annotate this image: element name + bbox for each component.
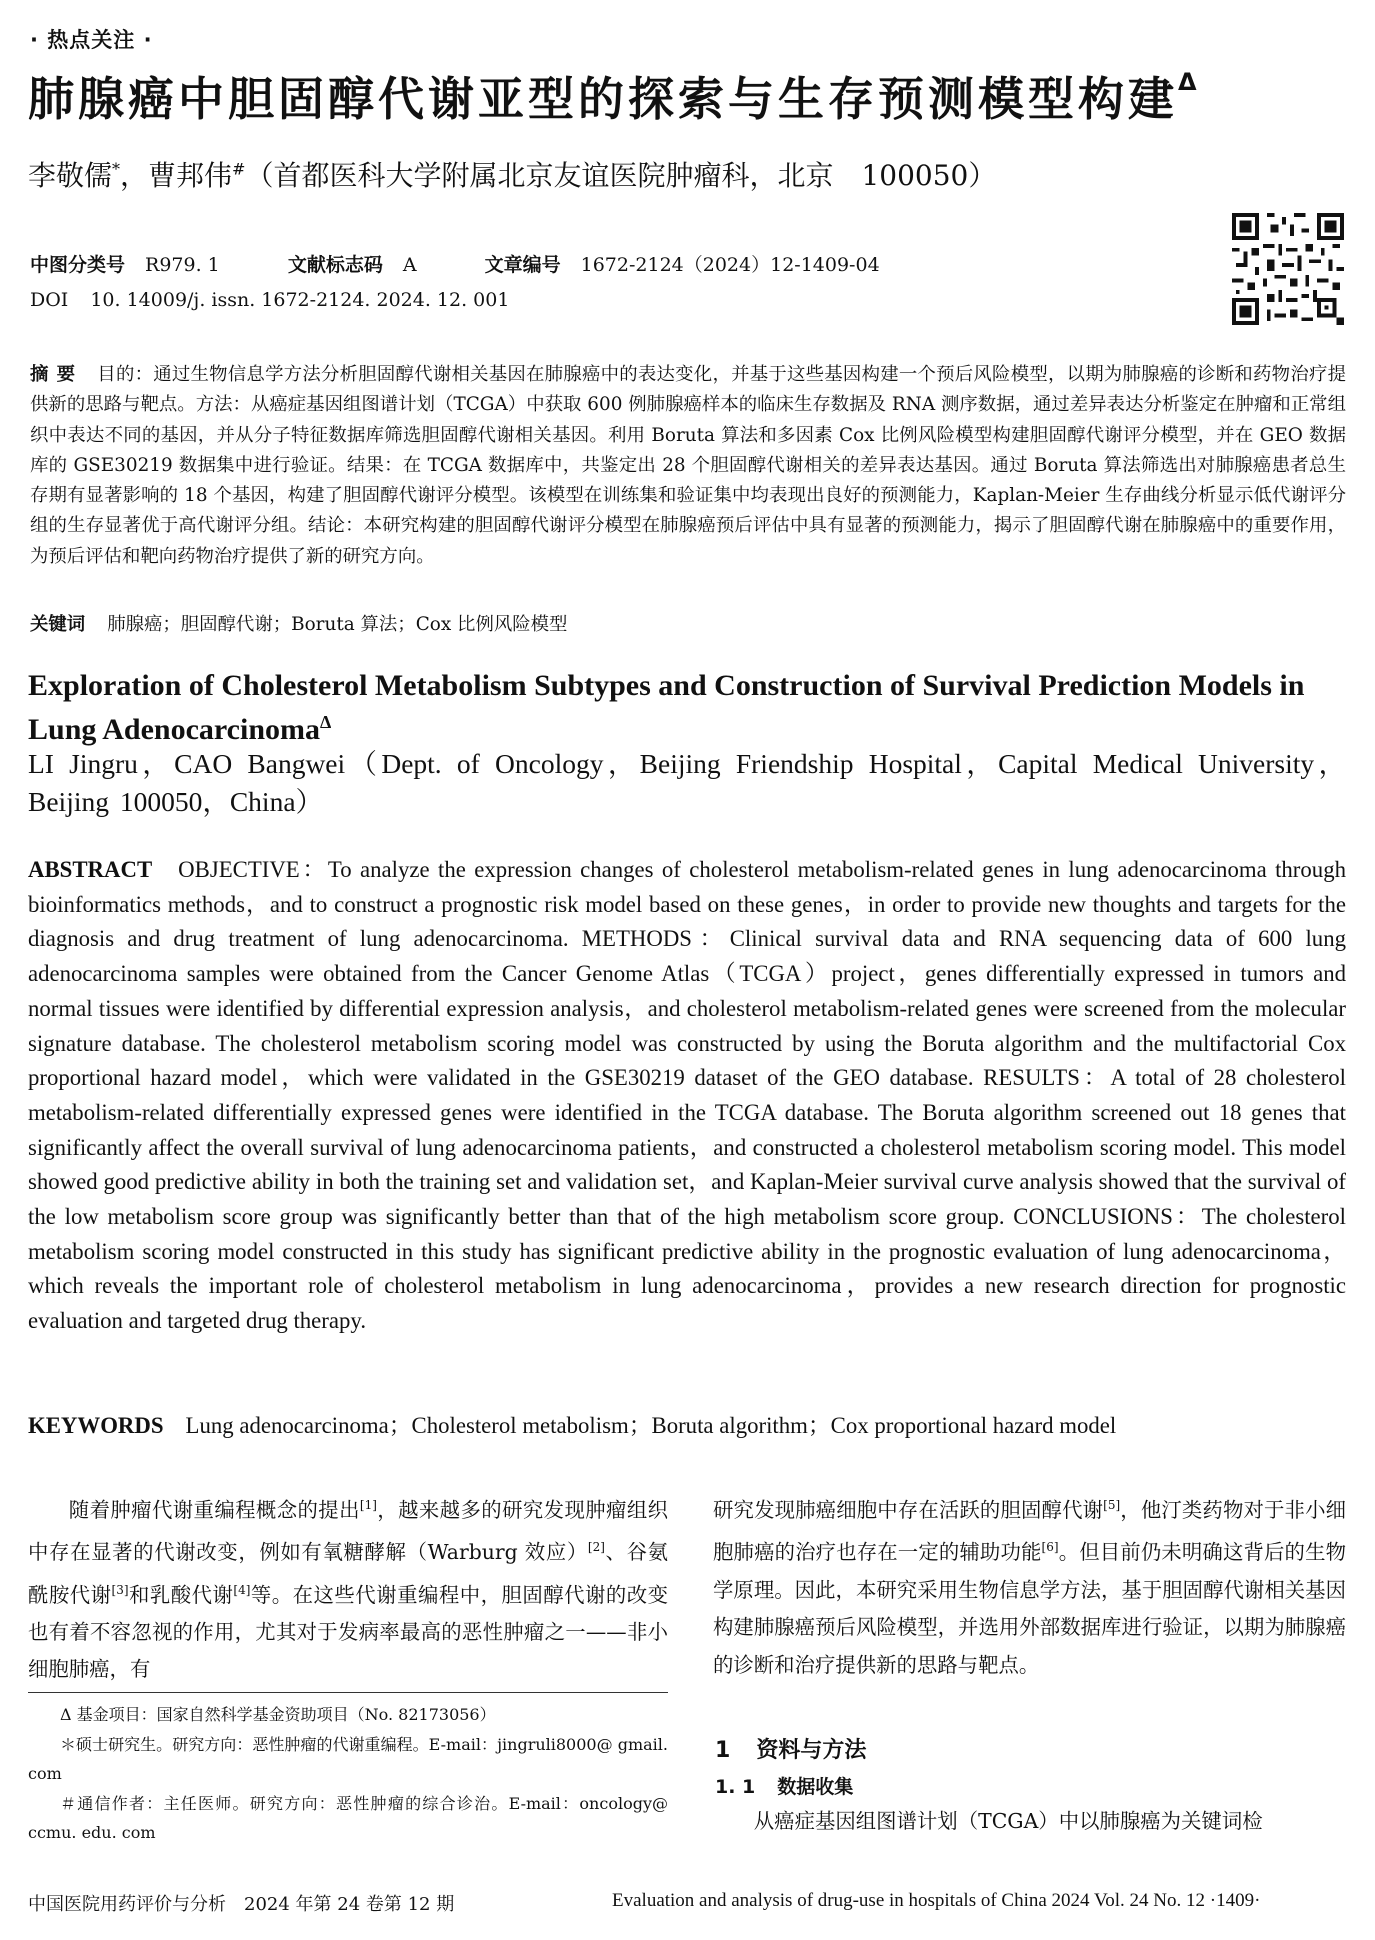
clc-value: R979. 1 (145, 254, 220, 276)
abstract-cn (30, 360, 1346, 572)
keywords-cn-label: 关键词 (30, 614, 86, 635)
author-separator: ， (120, 159, 149, 192)
keywords-en-label: KEYWORDS (28, 1413, 164, 1438)
article-title-en (28, 667, 1348, 748)
section-heading (715, 1733, 866, 1764)
subsection-title: 数据收集 (777, 1776, 854, 1798)
footnote-divider (28, 1692, 668, 1693)
abstract-cn-text: 目的：通过生物信息学方法分析胆固醇代谢相关基因在肺腺癌中的表达变化，并基于这些基因构建一个预后风险模型，以期为肺腺癌的诊断和药物治疗提供新的思路与靶点。方法：从癌症基因组图谱计划（TCGA）中获取 600 例肺腺癌样本的临床生存数据及 RNA 测序数据，通过差异表达分析鉴定在肿瘤和正常组织中表达不同的基因，并从分子特征数据库筛选胆固醇代谢相关基因。利用 Boruta 算法和多因素 Cox 比例风险模型构建胆固醇代谢评分模型，并在 GEO 数据库的 GSE30219 数据集中进行验证。结果：在 TCGA 数据库中，共鉴定出 28 个胆固醇代谢相关的差异表达基因。通过 Boruta 算法筛选出对肺腺癌患者总生存期有显著影响的 18 个基因，构建了胆固醇代谢评分模型。该模型在训练集和验证集中均表现出良好的预测能力，Kaplan-Meier 生存曲线分析显示低代谢评分组的生存显著优于高代谢评分组。结论：本研究构建的胆固醇代谢评分模型在肺腺癌预后评估中具有显著的预测能力，揭示了胆固醇代谢在肺腺癌中的重要作用，为预后评估和靶向药物治疗提供了新的研究方向。 (30, 364, 1346, 567)
citation-ref[interactable]: [2] (587, 1540, 605, 1555)
title-en-fund-mark: Δ (320, 712, 332, 732)
doi-value: 10. 14009/j. issn. 1672-2124. 2024. 12. 001 (90, 289, 510, 311)
classification-line (30, 250, 880, 277)
doc-code-value: A (402, 254, 417, 276)
body-text: 和乳酸代谢 (128, 1582, 234, 1607)
title-cn-text: 肺腺癌中胆固醇代谢亚型的探索与生存预测模型构建 (28, 72, 1178, 126)
keywords-en-text: Lung adenocarcinoma；Cholesterol metabolism；Boruta algorithm；Cox proportional hazard model (185, 1413, 1117, 1438)
subsection-number: 1. 1 (715, 1776, 756, 1798)
subsection-heading (715, 1772, 853, 1799)
body-text: 、谷氨酰胺代谢 (28, 1540, 669, 1607)
section-tag: · 热点关注 · (30, 28, 153, 52)
author2-name: 曹邦伟 (148, 159, 233, 192)
authors-en: LI Jingru，CAO Bangwei（Dept. of Oncology，Beijing Friendship Hospital，Capital Medical University，Beijing 100050，China） (28, 748, 1346, 817)
body-text: 研究发现肺癌细胞中存在活跃的胆固醇代谢 (713, 1497, 1104, 1522)
article-no-label: 文章编号 (484, 254, 561, 276)
abstract-cn-label: 摘要 (30, 364, 84, 385)
body-text: 随着肿瘤代谢重编程概念的提出 (68, 1497, 360, 1522)
title-en-text: Exploration of Cholesterol Metabolism Subtypes and Construction of Survival Prediction Models in Lung Adenocarcinoma (28, 669, 1305, 746)
abstract-en-label: ABSTRACT (28, 857, 153, 882)
keywords-en (28, 1407, 1116, 1440)
citation-ref[interactable]: [1] (359, 1498, 377, 1512)
body-right-paragraph-2: 从癌症基因组图谱计划（TCGA）中以肺腺癌为关键词检 (753, 1809, 1263, 1833)
abstract-en-text: OBJECTIVE：To analyze the expression changes of cholesterol metabolism-related genes in lung adenocarcinoma through bioinformatics methods，and to construct a prognostic risk model based on these genes，in order to provide new thoughts and targets for the diagnosis and drug treatment of lung adenocarcinoma. METHODS：Clinical survival data and RNA sequencing data of 600 lung adenocarcinoma samples were obtained from the Cancer Genome Atlas（TCGA）project，genes differentially expressed in tumors and normal tissues were identified by differential expression analysis，and cholesterol metabolism-related genes were screened from the molecular signature database. The cholesterol metabolism scoring model was constructed by using the Boruta algorithm and the multifactorial Cox proportional hazard model，which were validated in the GSE30219 dataset of the GEO database. RESULTS：A total of 28 cholesterol metabolism-related differentially expressed genes were identified in the TCGA database. The Boruta algorithm screened out 18 genes that significantly affect the overall survival of lung adenocarcinoma patients，and constructed a cholesterol metabolism scoring model. This model showed good predictive ability in both the training set and validation set，and Kaplan-Meier survival curve analysis showed that the survival of the low metabolism score group was significantly better than that of the high metabolism score group. CONCLUSIONS：The cholesterol metabolism scoring model constructed in this study has significant predictive ability in the prognostic evaluation of lung adenocarcinoma，which reveals the important role of cholesterol metabolism in lung adenocarcinoma，provides a new research direction for prognostic evaluation and targeted drug therapy. (28, 857, 1346, 1334)
author2-mark: # (232, 159, 246, 179)
body-text: 。但目前仍未明确这背后的生物学原理。因此，本研究采用生物信息学方法，基于胆固醇代谢相关基因构建肺腺癌预后风险模型，并选用外部数据库进行验证，以期为肺腺癌的诊断和治疗提供新的思路与靶点。 (713, 1540, 1347, 1677)
body-text: ，他汀类药物对于非小细胞肺癌的治疗也存在一定的辅助功能 (713, 1497, 1347, 1565)
body-text: 等。在这些代谢重编程中，胆固醇代谢的改变也有着不容忽视的作用，尤其对于发病率最高的恶性肿瘤之一——非小细胞肺癌，有 (28, 1582, 669, 1682)
keywords-cn (30, 610, 567, 636)
citation-ref[interactable]: [5] (1103, 1498, 1121, 1512)
doi-line (30, 289, 509, 311)
footer-journal-cn: 中国医院用药评价与分析 2024 年第 24 卷第 12 期 (28, 1894, 455, 1915)
citation-ref[interactable]: [6] (1041, 1540, 1059, 1555)
doi-label: DOI (30, 289, 69, 311)
keywords-cn-text: 肺腺癌；胆固醇代谢；Boruta 算法；Cox 比例风险模型 (107, 614, 568, 635)
article-title-cn (28, 68, 1348, 127)
citation-ref[interactable]: [3] (111, 1582, 129, 1597)
section-number: 1 (715, 1738, 731, 1763)
qr-code-icon[interactable] (1232, 213, 1344, 325)
clc-label: 中图分类号 (30, 254, 126, 276)
body-right-paragraph (713, 1487, 1346, 1684)
authors-cn (28, 158, 996, 194)
abstract-en (28, 853, 1346, 1339)
body-text: ，越来越多的研究发现肿瘤组织中存在显著的代谢改变，例如有氧糖酵解（Warburg 效应） (28, 1497, 669, 1565)
article-no-value: 1672-2124（2024）12-1409-04 (580, 254, 880, 276)
footnote-author1: ＊硕士研究生。研究方向：恶性肿瘤的代谢重编程。E-mail：jingruli8000@ gmail. com (28, 1734, 668, 1783)
footnote-author2: ＃通信作者：主任医师。研究方向：恶性肿瘤的综合诊治。E-mail：oncology@ ccmu. edu. com (28, 1793, 668, 1842)
author1-name: 李敬儒 (28, 159, 113, 192)
author1-mark: * (112, 159, 121, 179)
citation-ref[interactable]: [4] (233, 1582, 251, 1597)
doc-code-label: 文献标志码 (287, 254, 383, 276)
footnotes (28, 1700, 668, 1848)
section-title: 资料与方法 (756, 1738, 867, 1763)
affiliation-cn: （首都医科大学附属北京友谊医院肿瘤科，北京 100050） (245, 159, 997, 192)
footnote-fund: Δ 基金项目：国家自然科学基金资助项目（No. 82173056） (60, 1705, 496, 1724)
body-left-paragraph (28, 1487, 668, 1689)
title-fund-mark: Δ (1178, 68, 1201, 96)
footer-journal-en: Evaluation and analysis of drug-use in hospitals of China 2024 Vol. 24 No. 12 ·1409· (612, 1890, 1261, 1911)
